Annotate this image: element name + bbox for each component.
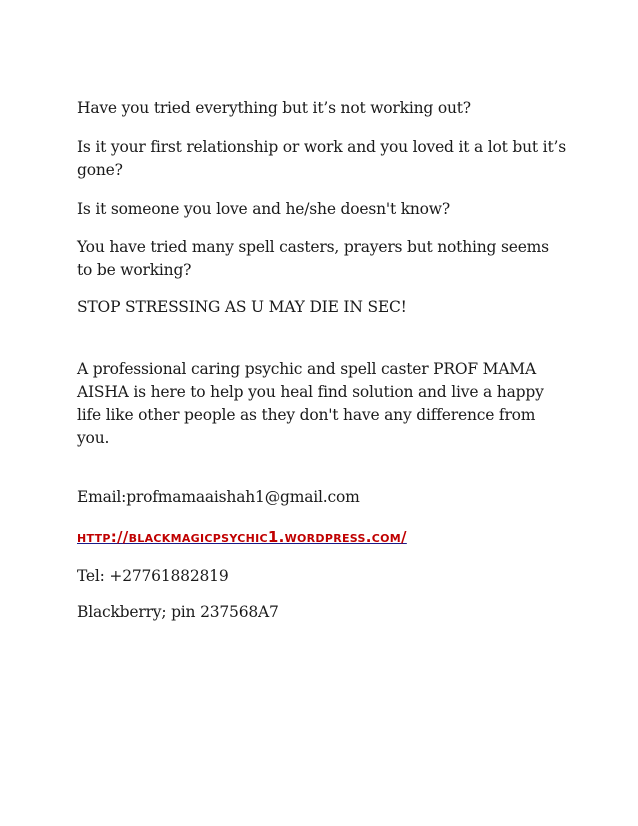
question-spell-casters: You have tried many spell casters, prayers but nothing seems to be working? — [77, 238, 549, 279]
telephone-text: Tel: +27761882819 — [77, 567, 229, 585]
question-tried-everything: Have you tried everything but it’s not working out? — [77, 99, 471, 117]
blackberry-pin-text: Blackberry; pin 237568A7 — [77, 603, 279, 621]
question-someone-you-love: Is it someone you love and he/she doesn't know? — [77, 200, 450, 218]
question-first-relationship: Is it your first relationship or work and you loved it a lot but it’s gone? — [77, 138, 566, 179]
email-text: Email:profmamaaishah1@gmail.com — [77, 488, 360, 506]
intro-paragraph: A professional caring psychic and spell caster PROF MAMA AISHA is here to help you heal find solution and live a happy life like other people as they don't have any difference from you. — [77, 360, 544, 447]
website-link[interactable]: http://blackmagicpsychic1.wordpress.com/ — [77, 528, 407, 546]
stop-stressing-text: STOP STRESSING AS U MAY DIE IN SEC! — [77, 298, 407, 316]
